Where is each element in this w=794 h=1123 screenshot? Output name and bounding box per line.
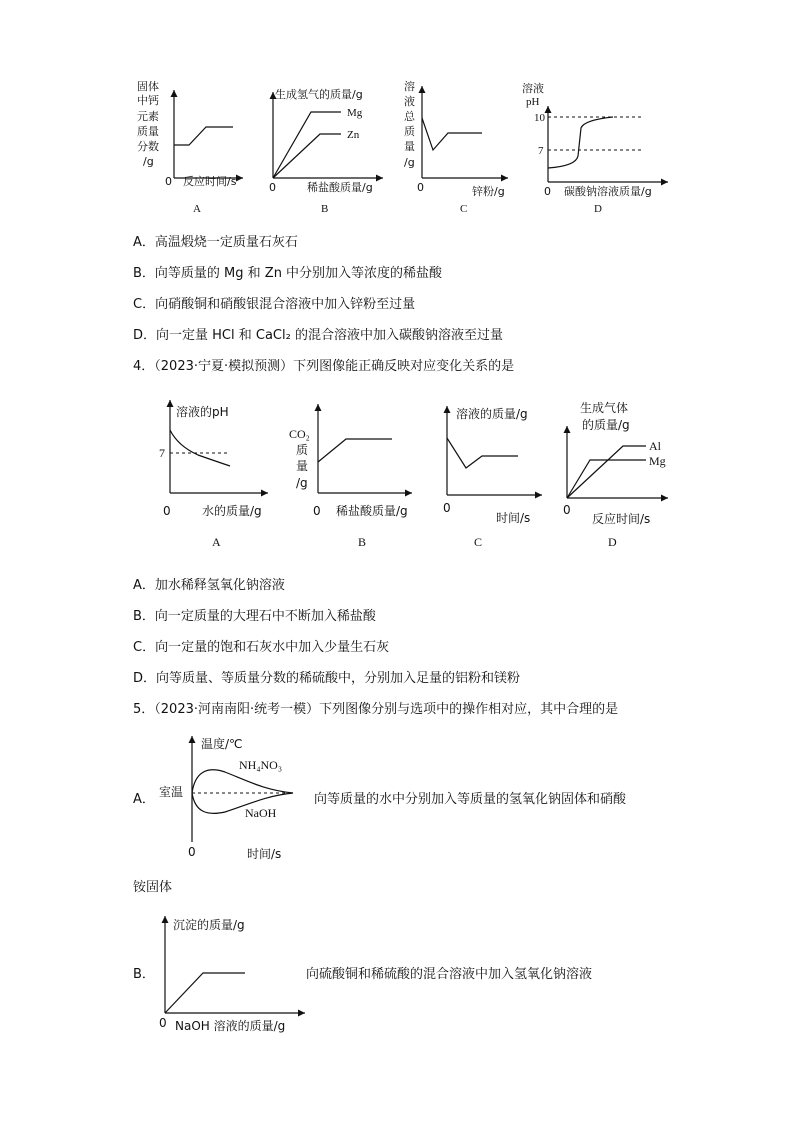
ylabel-6: /g [143,155,154,168]
origin: 0 [443,501,451,515]
curve [170,430,230,466]
ylabel-1: 溶液 [522,82,544,95]
origin: 0 [269,181,276,194]
graph-letter: B [358,535,367,549]
series-mg-label: Mg [347,107,363,119]
q3-option-d: D．向一定量 HCl 和 CaCl₂ 的混合溶液中加入碳酸钠溶液至过量 [133,328,503,343]
q5-stem: 5．（2023·河南南阳·统考一模）下列图像分别与选项中的操作相对应，其中合理的是 [133,702,619,717]
ylabel-1: 生成气体 [580,401,629,415]
tick-7: 7 [538,145,544,157]
q4-option-a: A．加水稀释氢氧化钠溶液 [133,578,285,593]
ylabel-4: 质量 [137,125,159,138]
ylabel-1: 固体 [137,80,159,93]
q5-option-b-label: B． [133,967,155,982]
ylabel: 温度/℃ [201,737,243,751]
ylabel: 沉淀的质量/g [173,918,245,932]
curve [422,118,482,150]
curve-al [567,446,646,498]
xlabel: 稀盐酸质量/g [336,504,408,518]
ylabel-4: /g [296,476,308,490]
q3-graph-a [133,78,243,218]
room-temp-label: 室温 [159,785,184,799]
ylabel-1: CO₂ [289,427,310,441]
q5-graph-b [155,912,315,1037]
q3-graph-d [518,78,674,218]
origin: 0 [313,504,321,518]
ylabel-6: /g [404,156,415,169]
xlabel: 碳酸钠溶液质量/g [564,185,652,198]
ylabel-2: 中钙 [137,94,159,107]
ylabel-5: 分数 [137,140,159,153]
ylabel-3: 总 [404,110,415,123]
curve [548,117,613,168]
ylabel: 溶液的质量/g [456,407,528,421]
ylabel-2: 的质量/g [582,418,630,432]
q4-option-c: C．向一定量的饱和石灰水中加入少量生石灰 [133,640,390,655]
q4-graph-c [438,398,558,548]
q5-graph-a [155,732,305,867]
q4-option-d: D．向等质量、等质量分数的稀硫酸中，分别加入足量的铝粉和镁粉 [133,671,521,686]
curve [174,127,233,145]
xlabel: 稀盐酸质量/g [307,181,373,194]
series-naoh-label: NaOH [245,806,277,820]
curve-upper [192,770,293,793]
curve-mg [567,460,646,498]
graph-letter: D [608,535,617,549]
tick-7: 7 [159,446,165,460]
origin: 0 [544,185,551,198]
xlabel: 时间/s [247,847,282,861]
xlabel: NaOH 溶液的质量/g [175,1019,286,1033]
origin: 0 [163,504,171,518]
q3-option-b: B．向等质量的 Mg 和 Zn 中分别加入等浓度的稀盐酸 [133,266,443,281]
tick-10: 10 [534,112,545,124]
series-al-label: Al [649,439,661,453]
q5-option-a-text: 向等质量的水中分别加入等质量的氢氧化钠固体和硝酸 [314,792,627,807]
ylabel-2: pH [526,96,540,108]
q4-stem: 4．（2023·宁夏·模拟预测）下列图像能正确反映对应变化关系的是 [133,359,515,374]
q4-option-b: B．向一定质量的大理石中不断加入稀盐酸 [133,609,376,624]
origin: 0 [159,1016,167,1030]
curve-zn [273,134,341,178]
q3-option-a: A．高温煅烧一定质量石灰石 [133,235,298,250]
xlabel: 反应时间/s [592,512,651,526]
q3-option-c: C．向硝酸铜和硝酸银混合溶液中加入锌粉至过量 [133,297,416,312]
series-nh4no3-label: NH₄NO₃ [239,758,283,772]
xlabel: 时间/s [496,511,531,525]
xlabel: 锌粉/g [472,185,505,198]
origin: 0 [165,175,172,188]
q5-option-b-text: 向硫酸铜和稀硫酸的混合溶液中加入氢氧化钠溶液 [306,967,593,982]
curve [447,438,518,468]
xlabel: 反应时间/s [183,175,237,188]
origin: 0 [188,845,196,859]
q4-graph-d [558,398,676,548]
q3-graph-b [265,78,390,218]
series-zn-label: Zn [347,129,360,141]
ylabel-3: 元素 [137,110,159,123]
graph-letter: B [321,203,329,215]
q5-option-a-label: A． [133,792,155,807]
q5-option-a-text-cont: 铵固体 [133,880,173,895]
ylabel-4: 质 [404,125,415,138]
xlabel: 水的质量/g [202,504,262,518]
curve [318,439,392,462]
ylabel: 溶液的pH [176,405,229,419]
ylabel-1: 溶 [404,80,415,93]
ylabel-3: 量 [296,459,309,473]
ylabel-2: 质 [296,443,309,457]
origin: 0 [563,503,571,517]
ylabel-2: 液 [404,95,415,108]
q4-graph-b [288,398,428,548]
series-mg-label: Mg [649,454,666,468]
graph-letter: A [212,535,221,549]
ylabel-5: 量 [404,140,415,153]
graph-letter: A [193,203,201,215]
graph-letter: D [594,203,602,215]
origin: 0 [417,181,424,194]
graph-letter: C [460,203,468,215]
q4-graph-a [158,398,276,548]
q3-graph-c [402,78,512,218]
curve [165,973,245,1013]
ylabel: 生成氢气的质量/g [275,88,363,101]
curve-lower [192,793,293,813]
graph-letter: C [474,535,483,549]
